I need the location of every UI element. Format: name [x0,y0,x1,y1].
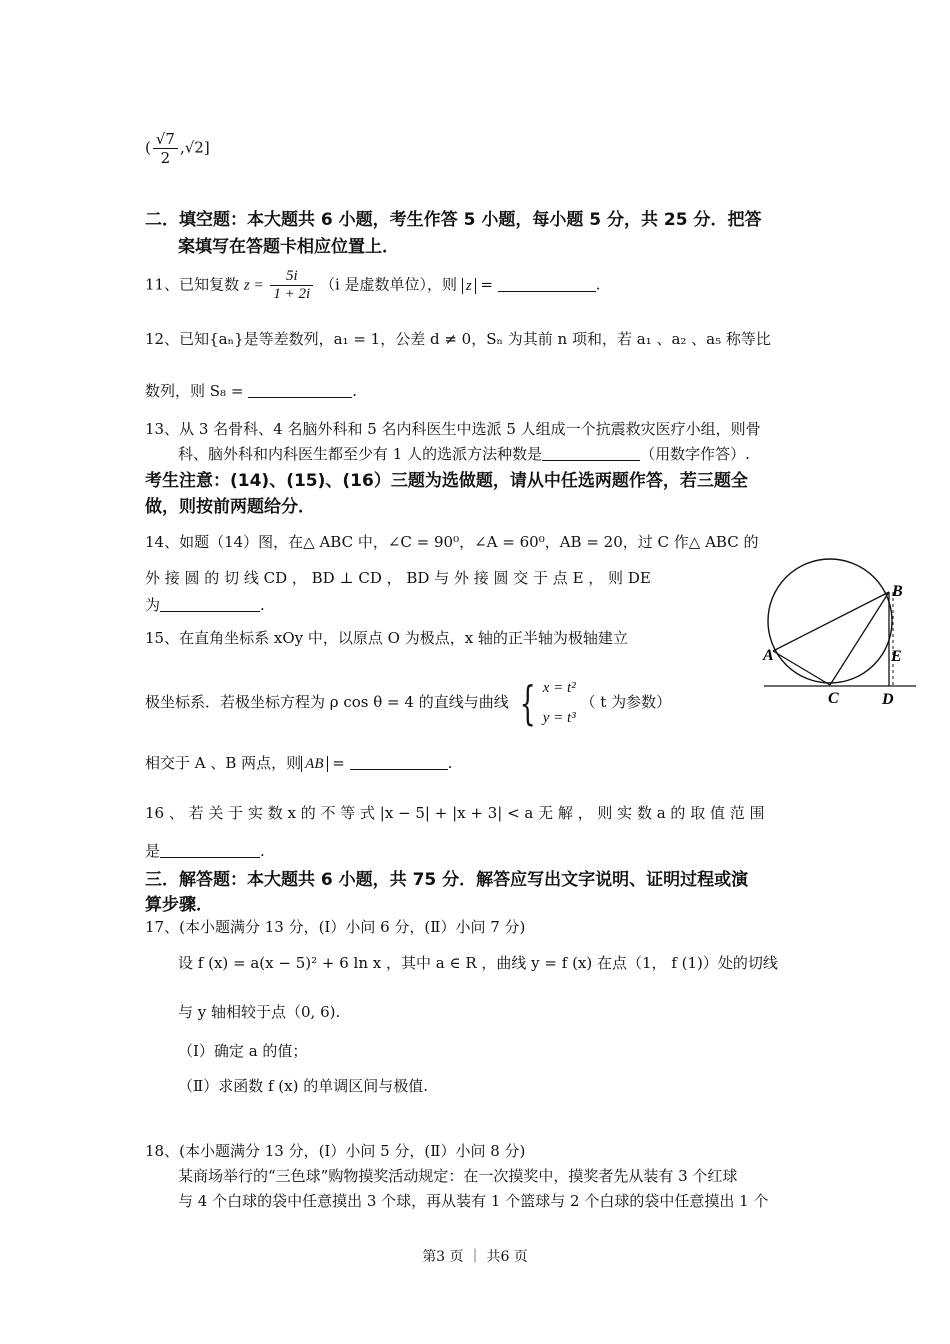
q11-denominator: 1 + 2i [273,286,311,302]
label-b: B [892,583,903,600]
segment-ac [773,651,830,685]
q16-line1: 16 、 若 关 于 实 数 x 的 不 等 式 |x − 5| + |x + 3| < a 无 解 ， 则 实 数 a 的 取 值 范 围 [145,804,765,822]
label-d: D [882,691,894,708]
fraction-denominator: 2 [160,149,171,167]
q17-line2: 与 y 轴相较于点（0, 6). [178,1003,341,1021]
notice-line1: 考生注意：(14)、(15)、(16）三题为选做题，请从中任选两题作答，若三题全 [145,471,748,491]
interval-close: ] [203,138,210,157]
q15-equals: = [327,754,345,772]
q18-line1: 某商场举行的“三色球”购物摸奖活动规定：在一次摸奖中，摸奖者先从装有 3 个红球 [178,1167,738,1185]
q16-line2: 是 [145,842,161,860]
q13-answer-blank[interactable] [542,446,640,461]
segment-bc [830,592,889,685]
q15-line2: 极坐标系．若极坐标方程为 ρ cos θ = 4 的直线与曲线 [145,693,509,711]
q13-suffix: （用数字作答）. [640,445,750,463]
circumcircle [768,559,892,683]
parametric-system [543,673,576,733]
q12-line2: 数列，则 S₈ = [145,382,244,400]
q15-line3: 相交于 A 、B 两点，则 [145,754,302,772]
q11-modulus: z [462,278,476,294]
section3-title-line1: 三．解答题：本大题共 6 小题，共 75 分．解答应写出文字说明、证明过程或演 [145,870,749,890]
q11-equals: = [475,275,493,294]
q14-line3: 为 [145,596,161,614]
q11-numerator: 5i [270,268,313,286]
system-y-equation: y = t³ [542,710,576,726]
q12-answer-blank[interactable] [248,383,352,398]
q16-answer-blank[interactable] [160,843,260,858]
q15-end: . [447,754,453,772]
interval-fraction [153,130,178,167]
label-a: A [763,647,774,664]
section2-title-line2: 案填写在答题卡相应位置上． [178,237,399,257]
q17-line1: 设 f (x) = a(x − 5)² + 6 ln x ，其中 a ∈ R ，曲线 y = f (x) 在点（1， f (1)）处的切线 [178,954,778,972]
q15-modulus: AB [301,756,327,772]
interval-open: ( [145,138,151,157]
q17-header: 17、(本小题满分 13 分，(Ⅰ）小问 6 分，(Ⅱ）小问 7 分) [145,918,526,936]
q14-line1: 14、如题（14）图，在△ ABC 中，∠C = 90⁰，∠A = 60⁰，AB = 20，过 C 作△ ABC 的 [145,533,759,551]
q13-line2: 科、脑外科和内科医生都至少有 1 人的选派方法种数是 [178,445,543,463]
q17-part1: （Ⅰ）确定 a 的值； [178,1042,308,1060]
q11-answer-blank[interactable] [498,277,596,292]
label-e: E [891,648,902,665]
label-c: C [828,690,839,707]
system-x-equation: x = t² [542,680,576,696]
question-15-system [145,673,671,733]
q11-fraction [270,268,313,303]
q18-line2: 与 4 个白球的袋中任意摸出 3 个球，再从装有 1 个篮球与 2 个白球的袋中任意摸出 1 个 [178,1192,769,1210]
q11-prefix: 11、已知复数 [145,275,240,294]
q11-variable: z = [243,277,264,294]
q14-line2: 外 接 圆 的 切 线 CD ， BD ⊥ CD ， BD 与 外 接 圆 交 于 点 E ， 则 DE [145,569,651,587]
segment-ab [773,592,889,651]
fraction-numerator: √7 [153,130,178,149]
q17-part2: （Ⅱ）求函数 f (x) 的单调区间与极值. [178,1077,428,1095]
question-15-answer [145,752,452,773]
q12-end: . [352,382,357,400]
question-12-answer [145,380,357,401]
q13-line1: 13、从 3 名骨科、4 名脑外科和 5 名内科医生中选派 5 人组成一个抗震救灾医疗小组，则骨 [145,420,761,438]
q15-answer-blank[interactable] [350,755,448,770]
q15-line1: 15、在直角坐标系 xOy 中，以原点 O 为极点，x 轴的正半轴为极轴建立 [145,629,628,647]
question-16-answer [145,840,265,861]
q11-middle: （i 是虚数单位），则 [319,275,458,294]
q12-line1: 12、已知{aₙ}是等差数列，a₁ = 1，公差 d ≠ 0，Sₙ 为其前 n 项和，若 a₁ 、a₂ 、a₅ 称等比 [145,330,771,348]
question-14-answer [145,594,265,615]
notice-line2: 做，则按前两题给分． [145,497,315,517]
question-13-answer [178,443,750,464]
q14-end: . [260,596,265,614]
q18-header: 18、(本小题满分 13 分，(Ⅰ）小问 5 分，(Ⅱ）小问 8 分) [145,1142,526,1160]
q15-param-note: （ t 为参数） [580,693,672,711]
q14-answer-blank[interactable] [160,597,260,612]
interval-upper: ,√2 [179,138,204,157]
q11-end: . [595,275,601,294]
q16-end: . [260,842,265,860]
system-brace: { [520,676,537,730]
question-11 [145,268,601,303]
q14-figure [760,555,920,715]
interval-answer [145,130,210,167]
section2-title-line1: 二．填空题：本大题共 6 小题，考生作答 5 小题，每小题 5 分，共 25 分．把答 [145,210,762,230]
section3-title-line2: 算步骤． [145,895,213,915]
page-footer: 第3 页 ｜ 共6 页 [422,1249,528,1265]
